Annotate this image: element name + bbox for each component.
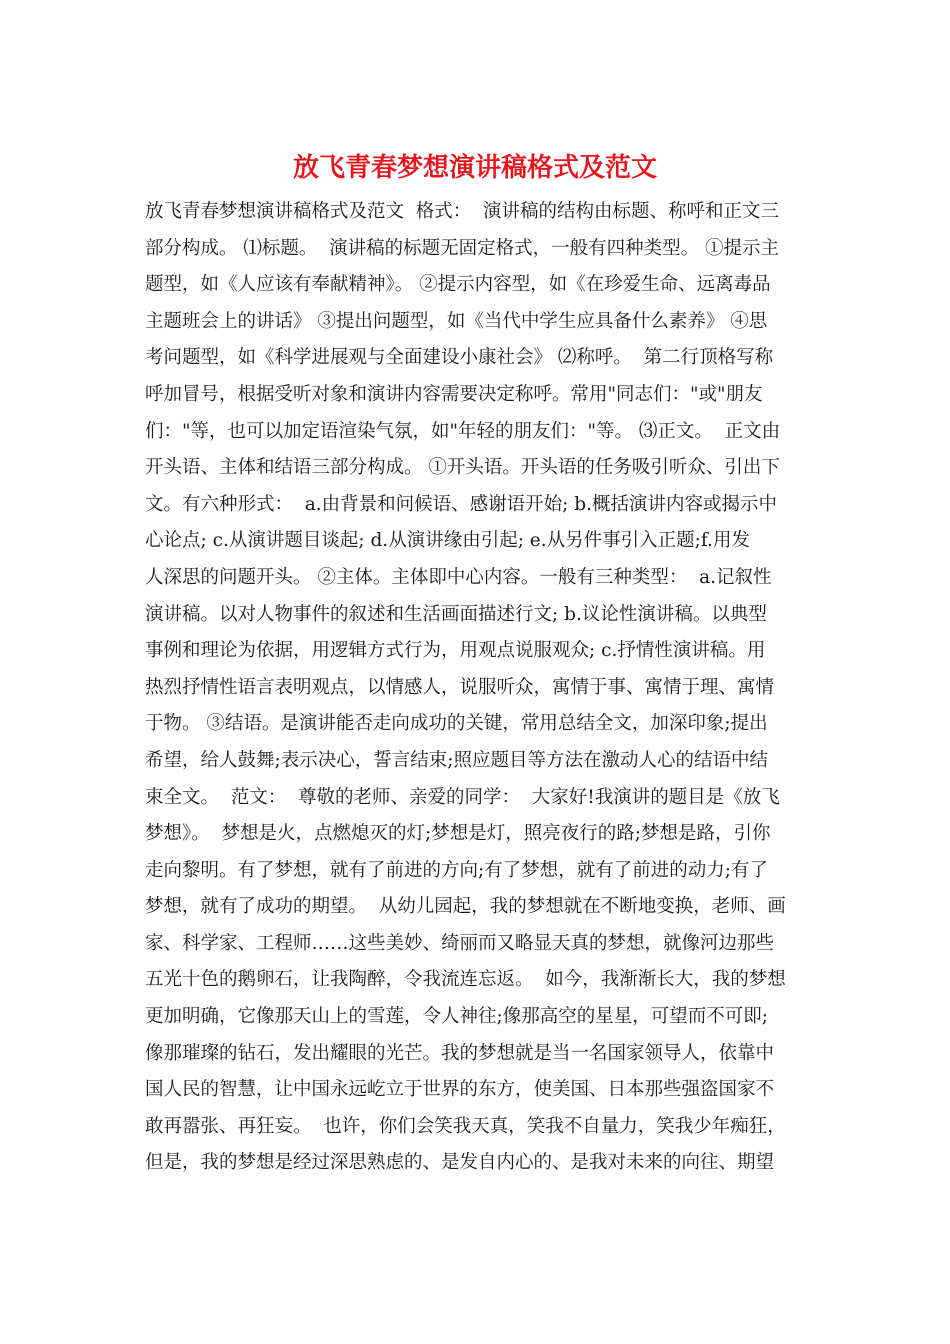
document-title: 放飞青春梦想演讲稿格式及范文 (292, 153, 657, 183)
body-line: 家、科学家、工程师……这些美妙、绮丽而又略显天真的梦想，就像河边那些 (145, 932, 775, 954)
body-line: 像那璀璨的钻石，发出耀眼的光芒。我的梦想就是当一名国家领导人，依靠中 (145, 1042, 775, 1064)
body-line: 束全文。 范文： 尊敬的老师、亲爱的同学： 大家好!我演讲的题目是《放飞 (145, 786, 780, 808)
body-line: 事例和理论为依据，用逻辑方式行为，用观点说服观众; c.抒情性演讲稿。用 (145, 640, 766, 662)
body-line: 考问题型，如《科学进展观与全面建设小康社会》 ⑵称呼。 第二行顶格写称 (145, 347, 774, 369)
body-line: 放飞青春梦想演讲稿格式及范文 格式： 演讲稿的结构由标题、称呼和正文三 (145, 201, 780, 222)
body-line: 心论点; c.从演讲题目谈起; d.从演讲缘由引起; e.从另件事引入正题;f.用发 (145, 530, 750, 552)
body-line: 演讲稿。以对人物事件的叙述和生活画面描述行文; b.议论性演讲稿。以典型 (145, 603, 767, 625)
body-line: 五光十色的鹅卵石，让我陶醉，令我流连忘返。 如今，我渐渐长大，我的梦想 (145, 969, 786, 991)
body-line: 于物。 ③结语。是演讲能否走向成功的关键，常用总结全文，加深印象;提出 (145, 713, 768, 735)
body-line: 文。有六种形式： a.由背景和问候语、感谢语开始; b.概括演讲内容或揭示中 (145, 493, 778, 515)
body-line: 们："等，也可以加定语渲染气氛，如"年轻的朋友们："等。 ⑶正文。 正文由 (145, 420, 781, 442)
body-line: 敢再嚣张、再狂妄。 也许，你们会笑我天真，笑我不自量力，笑我少年痴狂， (145, 1115, 786, 1137)
body-line: 呼加冒号，根据受听对象和演讲内容需要决定称呼。常用"同志们："或"朋友 (145, 383, 763, 405)
body-line: 国人民的智慧，让中国永远屹立于世界的东方，使美国、日本那些强盗国家不 (145, 1079, 775, 1101)
body-line: 希望，给人鼓舞;表示决心，誓言结束;照应题目等方法在激动人心的结语中结 (145, 749, 768, 771)
body-line: 梦想，就有了成功的期望。 从幼儿园起，我的梦想就在不断地变换，老师、画 (145, 896, 786, 918)
body-line: 开头语、主体和结语三部分构成。 ①开头语。开头语的任务吸引听众、引出下 (145, 457, 780, 479)
body-line: 更加明确，它像那天山上的雪莲，令人神往;像那高空的星星，可望而不可即; (145, 1006, 768, 1028)
body-line: 部分构成。 ⑴标题。 演讲稿的标题无固定格式，一般有四种类型。 ①提示主 (145, 237, 780, 259)
document-body (145, 194, 809, 1182)
body-line: 但是，我的梦想是经过深思熟虑的、是发自内心的、是我对未来的向往、期望 (145, 1152, 775, 1174)
body-line: 题型，如《人应该有奉献精神》。 ②提示内容型，如《在珍爱生命、远离毒品 (145, 274, 771, 296)
body-line: 梦想》。 梦想是火，点燃熄灭的灯;梦想是灯，照亮夜行的路;梦想是路，引你 (145, 823, 771, 845)
body-line: 热烈抒情性语言表明观点，以情感人，说服听众，寓情于事、寓情于理、寓情 (145, 676, 775, 698)
body-line: 人深思的问题开头。 ②主体。主体即中心内容。一般有三种类型： a.记叙性 (145, 566, 772, 588)
body-line: 走向黎明。有了梦想，就有了前进的方向;有了梦想，就有了前进的动力;有了 (145, 859, 768, 881)
body-line: 主题班会上的讲话》 ③提出问题型，如《当代中学生应具备什么素养》 ④思 (145, 310, 768, 332)
